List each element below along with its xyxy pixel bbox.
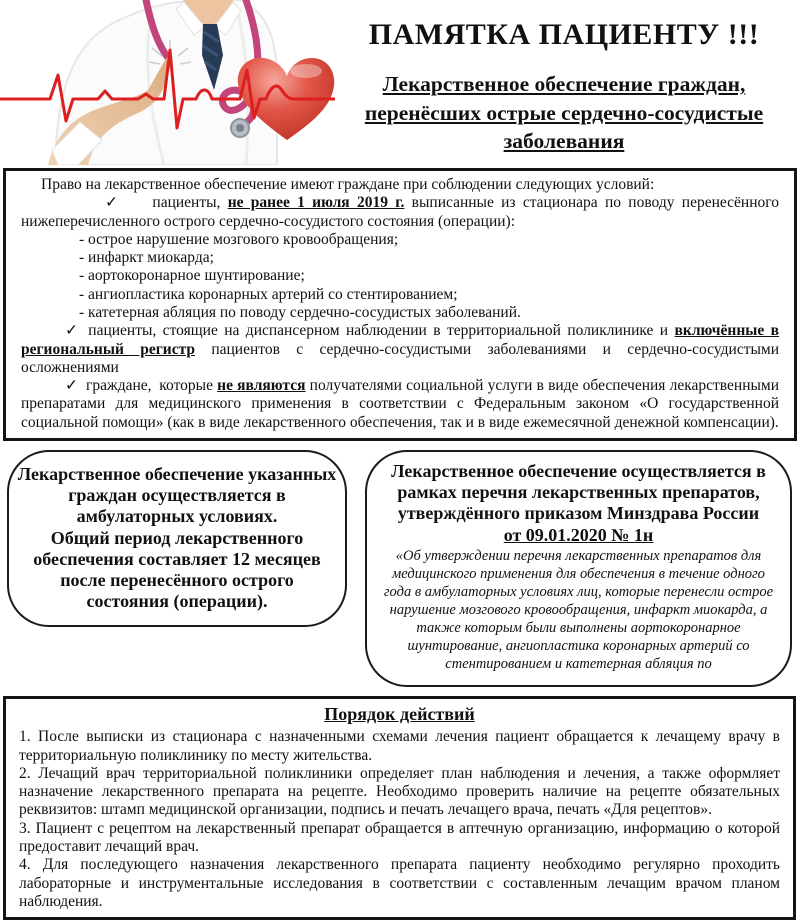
procedure-title: Порядок действий: [324, 704, 475, 725]
eligibility-intro: Право на лекарственное обеспечение имеют граждане при соблюдении следующих условий:: [41, 176, 655, 193]
eligibility-bullet-no-social-service: ✓ граждане, которые не являются получателями социальной услуги в виде обеспечения лекарственными препаратами для медицинского применения в соответствии с Федеральным законом «О государственной социальной помощи» (как в виде лекарственного обеспечения, так и в виде ежемесячной денежной компенсации).: [21, 377, 780, 431]
eligibility-bullet-registry: ✓ пациенты, стоящие на диспансерном наблюдении в территориальной поликлинике и включённые в региональный регистр пациентов с сердечно-сосудистыми заболеваниями и сердечно-сосудистыми осложнениями: [21, 322, 780, 376]
outpatient-callout-line2: Общий период лекарственного обеспечения составляет 12 месяцев после перенесённого острого состояния (операции).: [33, 527, 321, 612]
condition-item: - острое нарушение мозгового кровообращения;: [79, 230, 399, 248]
eligibility-conditions-box: [3, 168, 797, 441]
header-text: [332, 12, 796, 156]
procedure-step: 3. Пациент с рецептом на лекарственный препарат обращается в аптечную организацию, информацию о которой предоставит лечащий врач.: [19, 819, 780, 855]
order-quote: «Об утверждении перечня лекарственных препаратов для медицинского применения для обеспечения в течение одного года в амбулаторных условиях лиц, которые перенесли острое нарушение мозгового кровообращения, инфаркт миокарда, а также которым были выполнены аортокоронарное шунтирование, ангиопластика коронарных артерий со стентированием и катетерная абляция по: [383, 548, 774, 673]
procedure-box: [3, 696, 796, 920]
order-callout-heading: Лекарственное обеспечение осуществляется в рамках перечня лекарственных препаратов, утверждённого приказом Минздрава России: [391, 460, 766, 524]
page-title: ПАМЯТКА ПАЦИЕНТУ !!!: [368, 18, 760, 51]
doctor-heart-ecg-illustration: [0, 0, 335, 165]
condition-item: - ангиопластика коронарных артерий со стентированием;: [79, 285, 458, 303]
procedure-step: 4. Для последующего назначения лекарственного препарата пациенту необходимо регулярно проходить лабораторные и инструментальные исследования в соответствии с составленным лечащим врачом планом наблюдения.: [19, 856, 780, 910]
header: [0, 0, 800, 166]
procedure-step: 1. После выписки из стационара с назначенными схемами лечения пациент обращается к лечащему врачу в территориальную поликлинику по месту жительства.: [19, 728, 780, 764]
outpatient-callout-line1: Лекарственное обеспечение указанных граждан осуществляется в амбулаторных условиях.: [17, 463, 337, 527]
order-number: от 09.01.2020 № 1н: [503, 524, 654, 545]
callout-row: [7, 450, 792, 687]
page-subtitle: Лекарственное обеспечение граждан, перенёсших острые сердечно-сосудистые заболевания: [364, 72, 764, 154]
condition-item: - инфаркт миокарда;: [79, 249, 214, 267]
ministry-order-callout: [365, 450, 792, 687]
procedure-step: 2. Лечащий врач территориальной поликлиники определяет план наблюдения и лечения, а также оформляет назначение лекарственного препарата на рецепте. Необходимо проверить наличие на рецепте обязательных реквизитов: штамп медицинской организации, подпись и печать лечащего врача, печать «Для рецептов».: [19, 764, 780, 819]
outpatient-period-callout: [7, 450, 347, 627]
eligibility-bullet-discharged: ✓ пациенты, не ранее 1 июля 2019 г. выписанные из стационара по поводу перенесённого нижеперечисленного острого сердечно-сосудистого состояния (операции):: [21, 194, 779, 230]
stethoscope-chestpiece-center: [236, 124, 244, 132]
condition-item: - катетерная абляция по поводу сердечно-сосудистых заболеваний.: [79, 303, 521, 321]
condition-item: - аортокоронарное шунтирование;: [79, 267, 305, 285]
